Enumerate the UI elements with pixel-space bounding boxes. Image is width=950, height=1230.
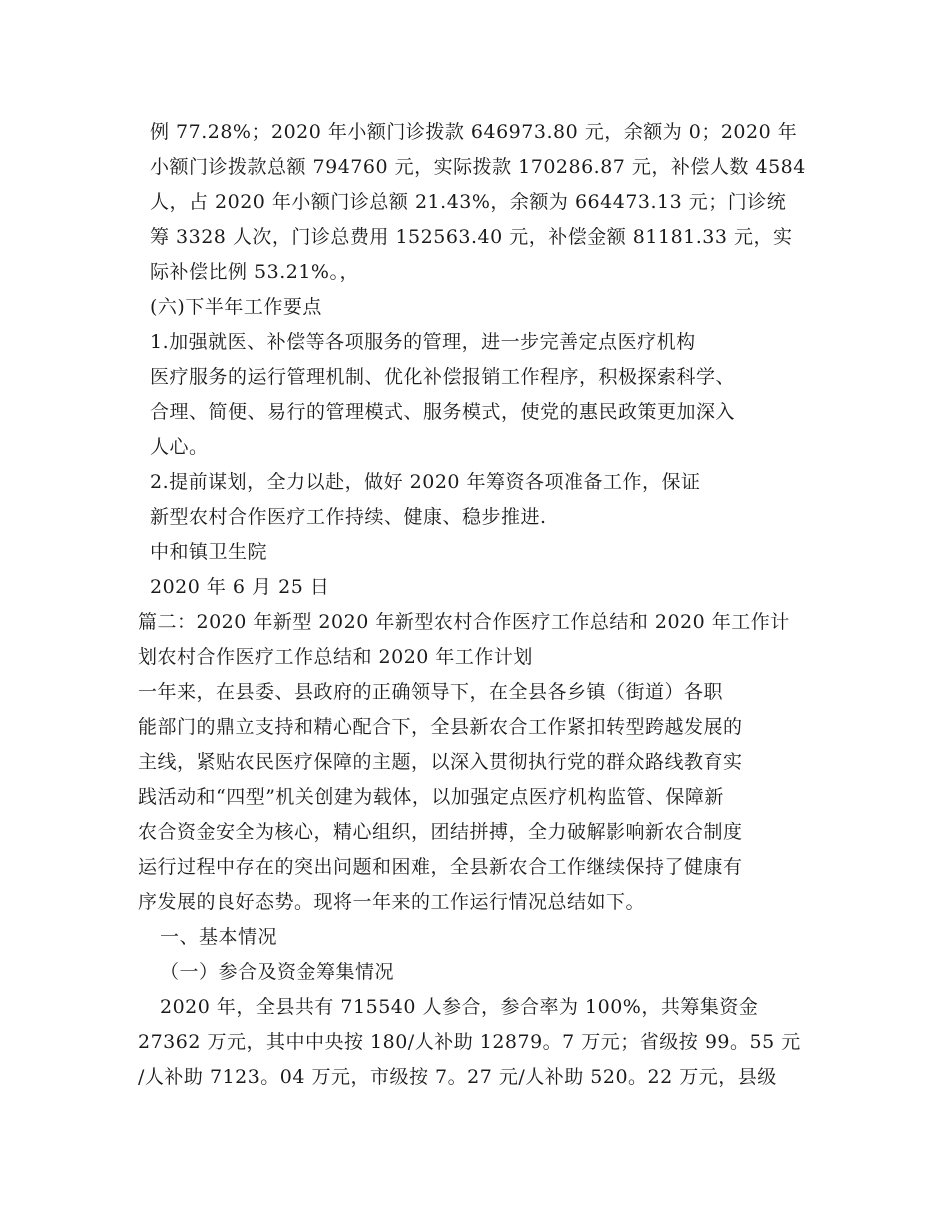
text-line: 1.加强就医、补偿等各项服务的管理，进一步完善定点医疗机构: [150, 331, 696, 353]
text-line: 例 77.28%；2020 年小额门诊拨款 646973.80 元，余额为 0；2020 年: [150, 121, 798, 143]
section-heading: 一、基本情况: [160, 926, 278, 948]
text-line: 主线，紧贴农民医疗保障的主题，以深入贯彻执行党的群众路线教育实: [138, 751, 743, 773]
signature-date: 2020 年 6 月 25 日: [150, 576, 330, 598]
text-line: 小额门诊拨款总额 794760 元，实际拨款 170286.87 元，补偿人数 4584: [150, 156, 806, 178]
text-line: 人心。: [150, 436, 209, 458]
section-heading: (六)下半年工作要点: [150, 296, 322, 318]
text-line: 医疗服务的运行管理机制、优化补偿报销工作程序，积极探索科学、: [150, 366, 736, 388]
text-line: /人补助 7123。04 万元，市级按 7。27 元/人补助 520。22 万元，县级: [138, 1066, 777, 1088]
text-line: 筹 3328 人次，门诊总费用 152563.40 元，补偿金额 81181.33 元，实: [150, 226, 793, 248]
text-line: 际补偿比例 53.21%。，: [150, 261, 359, 283]
text-line: 合理、简便、易行的管理模式、服务模式，使党的惠民政策更加深入: [150, 401, 736, 423]
text-line: 2.提前谋划，全力以赴，做好 2020 年筹资各项准备工作，保证: [150, 471, 701, 493]
text-line: 序发展的良好态势。现将一年来的工作运行情况总结如下。: [138, 891, 646, 913]
signature-org: 中和镇卫生院: [150, 541, 268, 563]
text-line: 27362 万元，其中中央按 180/人补助 12879。7 万元；省级按 99。55 元: [138, 1031, 801, 1053]
subsection-heading: （一）参合及资金筹集情况: [160, 961, 395, 983]
text-line: 新型农村合作医疗工作持续、健康、稳步推进.: [150, 506, 547, 528]
article-title: 篇二：2020 年新型 2020 年新型农村合作医疗工作总结和 2020 年工作计: [138, 611, 790, 633]
text-line: 能部门的鼎立支持和精心配合下，全县新农合工作紧扣转型跨越发展的: [138, 716, 743, 738]
text-line: 践活动和“四型”机关创建为载体，以加强定点医疗机构监管、保障新: [138, 786, 724, 808]
article-title: 划农村合作医疗工作总结和 2020 年工作计划: [138, 646, 533, 668]
text-line: 农合资金安全为核心，精心组织，团结拼搏，全力破解影响新农合制度: [138, 821, 743, 843]
text-line: 人，占 2020 年小额门诊总额 21.43%，余额为 664473.13 元；门诊统: [150, 191, 787, 213]
text-line: 运行过程中存在的突出问题和困难，全县新农合工作继续保持了健康有: [138, 856, 743, 878]
text-line: 一年来，在县委、县政府的正确领导下，在全县各乡镇（街道）各职: [138, 681, 724, 703]
text-line: 2020 年，全县共有 715540 人参合，参合率为 100%，共筹集资金: [160, 996, 759, 1018]
